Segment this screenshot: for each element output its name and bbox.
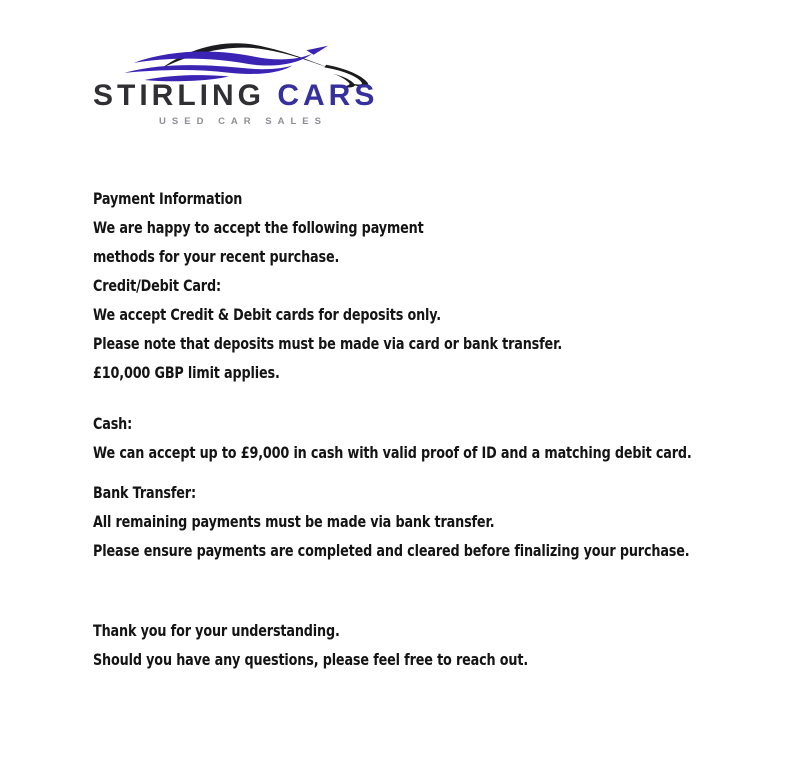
section-bank-transfer [93, 482, 693, 562]
section-cash [93, 413, 693, 464]
cash-line-1: We can accept up to £9,000 in cash with valid proof of ID and a matching debit card. [93, 443, 692, 462]
card-line-3: £10,000 GBP limit applies. [93, 363, 280, 382]
brand-name [93, 80, 393, 112]
bank-line-2: Please ensure payments are completed and cleared before finalizing your purchase. [93, 541, 690, 560]
closing-line-2: Should you have any questions, please feel free to reach out. [93, 650, 529, 669]
card-line-1: We accept Credit & Debit cards for deposits only. [93, 305, 441, 324]
payment-document [93, 188, 693, 678]
brand-name-primary: STIRLING [93, 79, 265, 112]
bank-line-1: All remaining payments must be made via bank transfer. [93, 512, 495, 531]
section-intro [93, 188, 693, 268]
brand-logo [93, 34, 393, 127]
closing-line-1: Thank you for your understanding. [93, 621, 340, 640]
brand-name-secondary: CARS [277, 79, 379, 112]
cash-heading: Cash: [93, 414, 133, 433]
brand-tagline: USED CAR SALES [159, 115, 327, 127]
card-heading: Credit/Debit Card: [93, 276, 221, 295]
card-line-2: Please note that deposits must be made via card or bank transfer. [93, 334, 563, 353]
bank-heading: Bank Transfer: [93, 483, 196, 502]
intro-line-1: We are happy to accept the following payment [93, 218, 424, 237]
intro-line-2: methods for your recent purchase. [93, 247, 340, 266]
doc-title: Payment Information [93, 189, 243, 208]
section-closing [93, 620, 693, 671]
section-credit-debit-card [93, 275, 693, 384]
